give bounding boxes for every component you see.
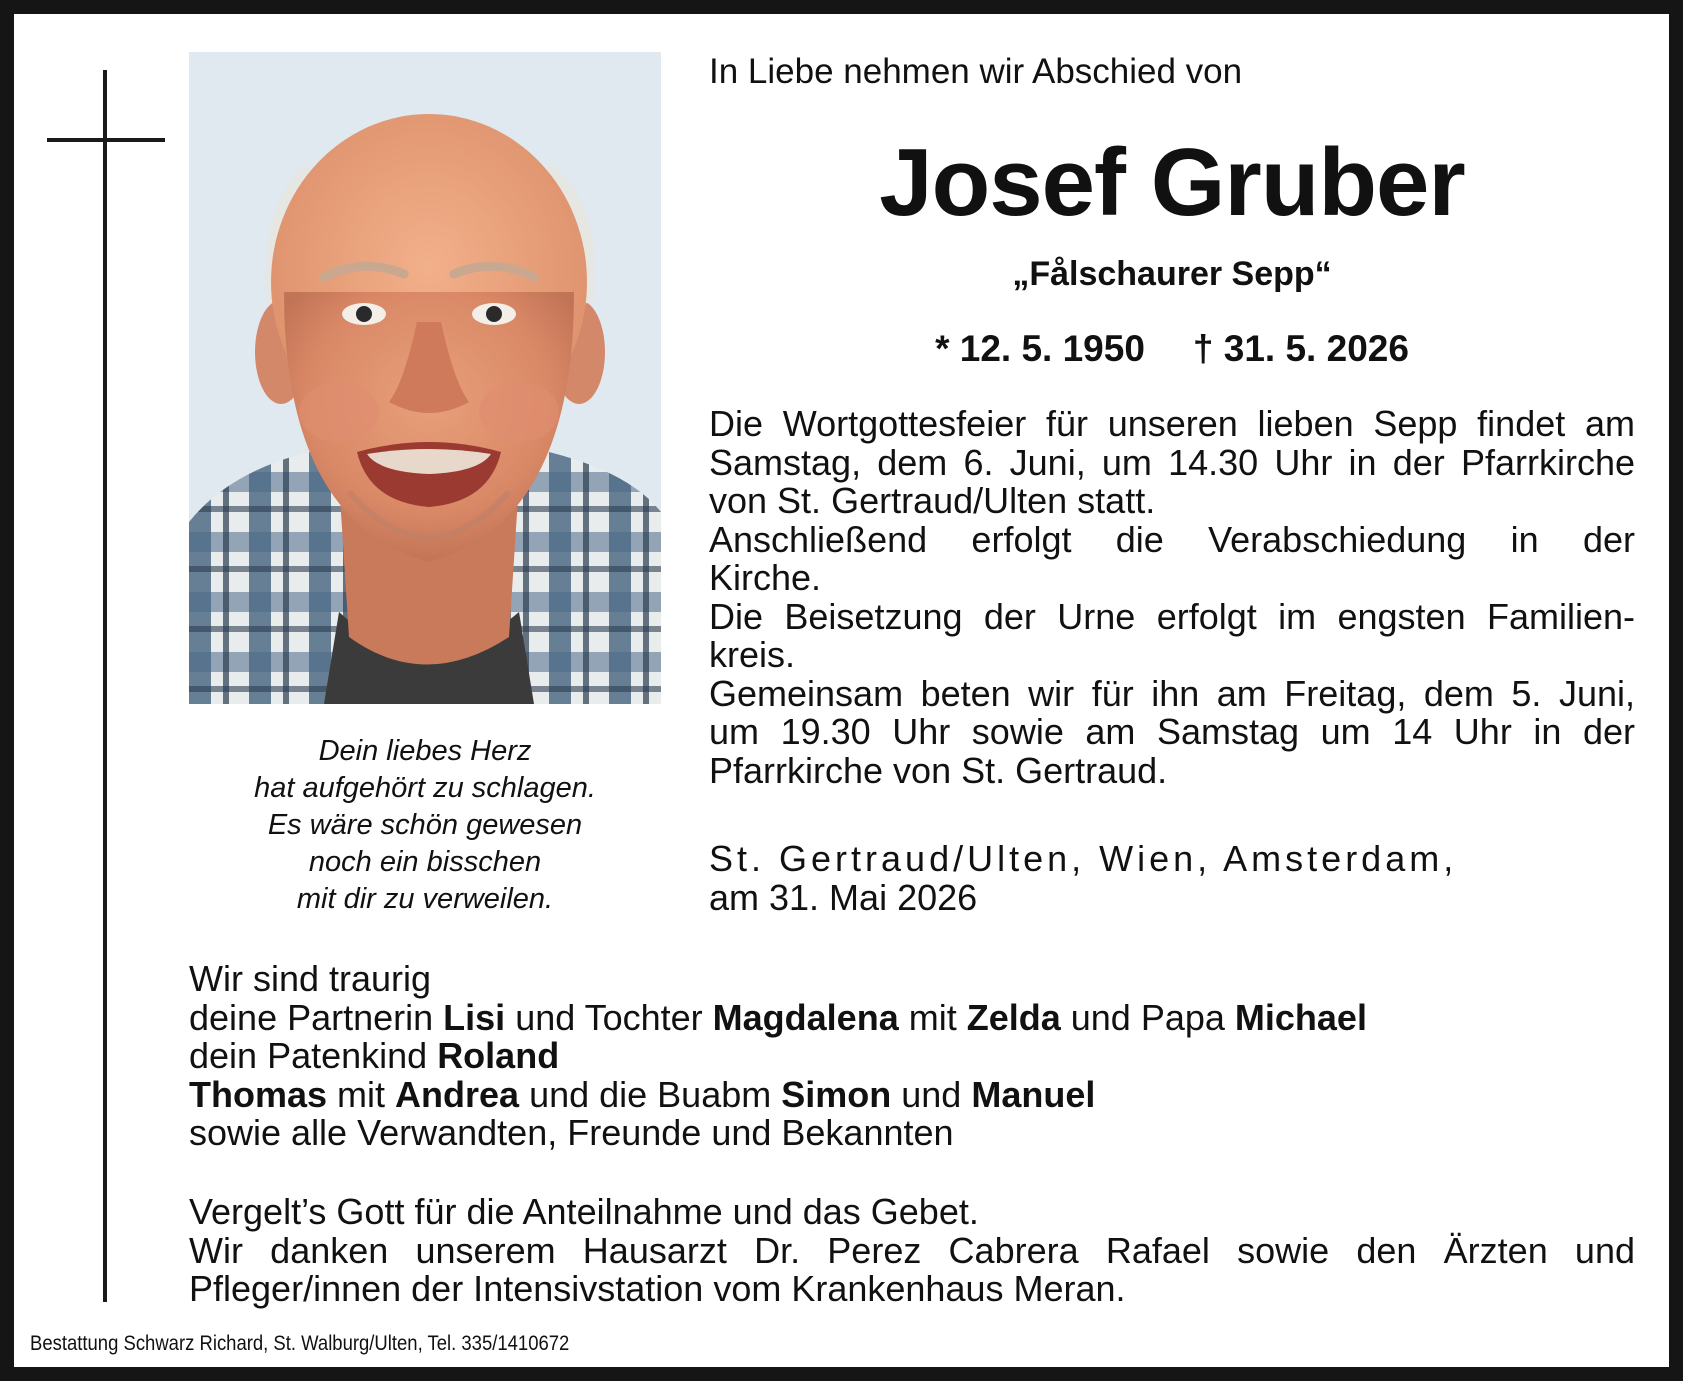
mourners-line <box>189 996 1639 1038</box>
verse-line: hat aufgehört zu schlagen. <box>254 772 596 804</box>
verse <box>189 733 661 918</box>
thanks-section <box>189 1193 1635 1309</box>
funeral-home-footer: Bestattung Schwarz Richard, St. Walburg/Ulten, Tel. 335/1410672 <box>30 1332 570 1355</box>
verse-line: Dein liebes Herz <box>318 735 532 767</box>
nickname: „Fålschaurer Sepp“ <box>1012 255 1332 293</box>
body-line: Die Beisetzung der Urne erfolgt im engsten Familien- <box>709 595 1635 637</box>
body-line: Kirche. <box>709 557 822 598</box>
verse-line: noch ein bisschen <box>308 846 542 878</box>
place-line: St. Gertraud/Ulten, Wien, Amsterdam, <box>709 838 1458 879</box>
mourner-name: Lisi <box>443 996 506 1038</box>
birth-date: * 12. 5. 1950 <box>935 328 1145 369</box>
thanks-line: Vergelt’s Gott für die Anteilnahme und das Gebet. <box>189 1191 979 1232</box>
mourner-name: Magdalena <box>712 996 899 1038</box>
mourner-text: mit <box>898 996 967 1038</box>
mourner-name: Zelda <box>966 996 1061 1038</box>
mourners-list <box>189 960 1639 1153</box>
verse-line: mit dir zu verweilen. <box>296 883 554 915</box>
mourner-text: und Tochter <box>505 996 713 1038</box>
mourners-line: Wir sind traurig <box>189 958 432 999</box>
body-line: Pfarrkirche von St. Gertraud. <box>709 749 1168 791</box>
body-line: Anschließend erfolgt die Verabschiedung in der <box>709 518 1635 560</box>
body-line: von St. Gertraud/Ulten statt. <box>709 480 1156 521</box>
mourner-name: Roland <box>437 1035 560 1076</box>
life-dates <box>709 328 1635 370</box>
mourners-line <box>189 1073 1639 1115</box>
intro-text: In Liebe nehmen wir Abschied von <box>709 52 1243 91</box>
ceremony-details <box>709 405 1635 790</box>
mourner-name: Thomas <box>189 1073 328 1115</box>
body-line: Gemeinsam beten wir für ihn am Freitag, dem 5. Juni, <box>709 672 1635 714</box>
mourner-text: und Papa <box>1060 996 1235 1038</box>
portrait-photo <box>189 52 661 704</box>
verse-line: Es wäre schön gewesen <box>267 809 583 841</box>
mourner-name: Michael <box>1234 996 1367 1038</box>
place-and-date <box>709 840 1457 917</box>
mourner-text: und <box>891 1073 972 1115</box>
body-line: Die Wortgottesfeier für unseren lieben Sepp findet am <box>709 403 1635 444</box>
mourner-text: mit <box>327 1073 396 1115</box>
deceased-name: Josef Gruber <box>879 129 1465 236</box>
mourner-name: Andrea <box>395 1073 520 1115</box>
thanks-line: Wir danken unserem Hausarzt Dr. Perez Cabrera Rafael sowie den Ärzten und <box>189 1229 1635 1271</box>
mourner-name: Manuel <box>971 1073 1096 1115</box>
date-line: am 31. Mai 2026 <box>709 876 978 918</box>
mourner-text: und die Buabm <box>519 1073 782 1115</box>
thanks-line: Pfleger/innen der Intensivstation vom Krankenhaus Meran. <box>189 1268 1126 1309</box>
mourner-text: deine Partnerin <box>189 996 444 1038</box>
mourner-name: Simon <box>781 1073 892 1115</box>
mourners-line: sowie alle Verwandten, Freunde und Bekannten <box>189 1112 954 1153</box>
cross-vertical-bar <box>103 70 107 1302</box>
death-date: † 31. 5. 2026 <box>1192 328 1409 369</box>
mourner-text: dein Patenkind <box>189 1035 438 1076</box>
body-line: kreis. <box>709 634 796 675</box>
body-line: um 19.30 Uhr sowie am Samstag um 14 Uhr in der <box>709 711 1635 752</box>
mourners-line <box>189 1037 1639 1076</box>
body-line: Samstag, dem 6. Juni, um 14.30 Uhr in der Pfarrkirche <box>709 441 1635 483</box>
cross-horizontal-bar <box>47 138 165 142</box>
